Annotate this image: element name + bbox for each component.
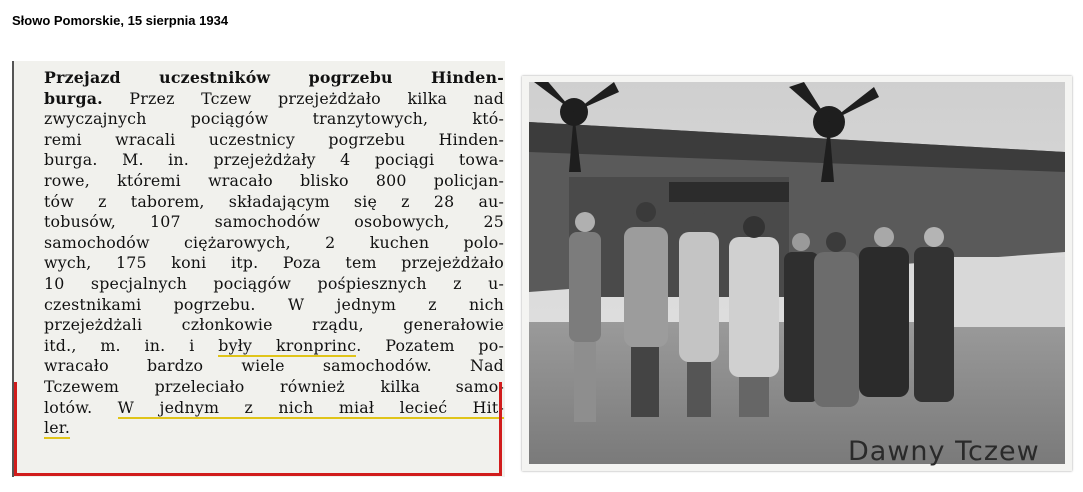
article-line [44, 356, 504, 377]
article-line [44, 130, 504, 151]
article-text-segment: samochodów ciężarowych, 2 kuchen polo- [44, 232, 504, 252]
article-line [44, 233, 504, 254]
article-text-segment: rowe, któremi wracało blisko 800 policjan- [44, 170, 504, 190]
article-line [44, 150, 504, 171]
historical-photo [529, 82, 1065, 464]
source-caption: Słowo Pomorskie, 15 sierpnia 1934 [12, 13, 229, 28]
article-line [44, 253, 504, 274]
headline-text: Przejazd uczestników pogrzebu Hinden- [44, 68, 504, 87]
article-line [44, 274, 504, 295]
article-line [44, 68, 504, 89]
article-line [44, 89, 504, 110]
article-line [44, 336, 504, 357]
article-text-segment: burga. M. in. przejeżdżały 4 pociągi towa- [44, 150, 504, 170]
red-highlight-frame [14, 382, 502, 476]
article-text-segment: lotów. [44, 397, 118, 417]
article-text-segment: zwyczajnych pociągów tranzytowych, któ- [44, 109, 504, 129]
article-text-segment: tobusów, 107 samochodów osobowych, 25 [44, 212, 504, 232]
article-line [44, 212, 504, 233]
article-line [44, 171, 504, 192]
article-text-segment: . Pozatem po- [356, 335, 504, 355]
headline-text: burga. [44, 88, 103, 108]
article-line [44, 295, 504, 316]
article-text-segment: wych, 175 koni itp. Poza tem przejeżdżało [44, 253, 504, 273]
article-text-segment: wracało bardzo wiele samochodów. Nad [44, 356, 504, 376]
historical-photo-frame [522, 76, 1072, 471]
watermark: Dawny Tczew [848, 436, 1040, 467]
highlighted-text: były kronprinc [218, 335, 357, 355]
article-text-segment: czestnikami pogrzebu. W jednym z nich [44, 294, 504, 314]
highlighted-text: W jednym z nich miał lecieć Hit- [117, 397, 504, 417]
article-text-segment: 10 specjalnych pociągów pośpiesznych z u- [44, 273, 504, 293]
article-text-segment: przejeżdżali członkowie rządu, generałowie [44, 315, 504, 335]
article-text-segment: Tczewem przeleciało również kilka samo- [44, 376, 504, 396]
article-line [44, 109, 504, 130]
article-text-segment: remi wracali uczestnicy pogrzebu Hinden- [44, 129, 504, 149]
article-line [44, 192, 504, 213]
photo-illustration [529, 82, 1065, 464]
highlighted-text: ler. [44, 418, 71, 438]
article-text-segment: Przez Tczew przejeżdżało kilka nad [102, 88, 504, 108]
article-text-segment: itd., m. in. i [44, 335, 219, 355]
article-text-segment: tów z taborem, składającym się z 28 au- [44, 191, 504, 211]
article-line [44, 315, 504, 336]
